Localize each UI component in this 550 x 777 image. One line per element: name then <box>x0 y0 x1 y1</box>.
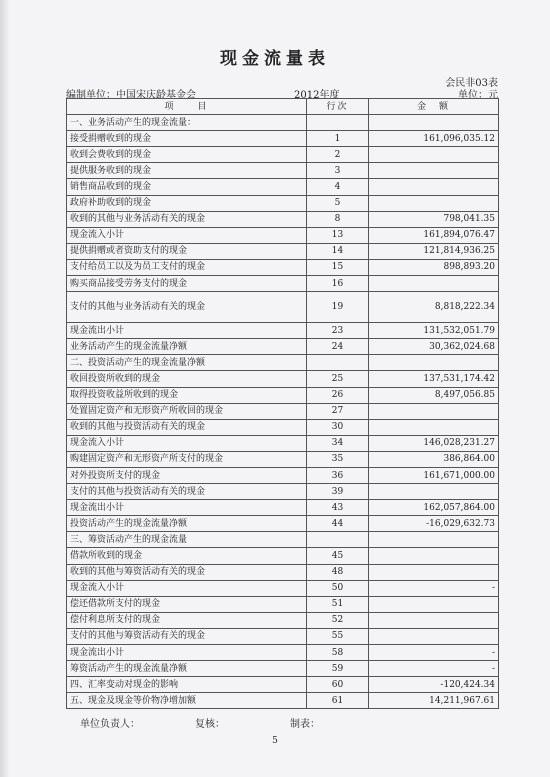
row-item-label: 支付的其他与业务活动有关的现金 <box>67 292 307 323</box>
row-line-number <box>307 115 369 131</box>
table-row <box>67 163 499 179</box>
row-item-label: 提供捐赠或者资助支付的现金 <box>67 243 307 259</box>
row-item-label: 借款所收到的现金 <box>67 548 307 564</box>
table-row <box>67 451 499 467</box>
table-row <box>67 403 499 419</box>
form-code: 会民非03表 <box>445 78 498 89</box>
row-line-number <box>307 532 369 548</box>
row-line-number: 36 <box>307 467 369 483</box>
row-amount <box>369 564 499 580</box>
table-row <box>67 467 499 483</box>
row-amount: -16,029,632.73 <box>369 516 499 532</box>
row-line-number: 45 <box>307 548 369 564</box>
table-row <box>67 371 499 387</box>
row-line-number: 25 <box>307 371 369 387</box>
row-line-number: 26 <box>307 387 369 403</box>
row-amount: 137,531,174.42 <box>369 371 499 387</box>
table-row <box>67 628 499 644</box>
row-amount: - <box>369 580 499 596</box>
row-item-label: 四、汇率变动对现金的影响 <box>67 677 307 693</box>
row-item-label: 投资活动产生的现金流量净额 <box>67 516 307 532</box>
row-amount: 386,864.00 <box>369 451 499 467</box>
row-line-number: 43 <box>307 500 369 516</box>
row-amount: 8,818,222.34 <box>369 292 499 323</box>
row-amount: 161,096,035.12 <box>369 131 499 147</box>
row-amount <box>369 612 499 628</box>
row-amount <box>369 596 499 612</box>
row-line-number: 3 <box>307 163 369 179</box>
row-amount <box>369 195 499 211</box>
row-item-label: 收到的其他与筹资活动有关的现金 <box>67 564 307 580</box>
table-row <box>67 500 499 516</box>
row-line-number: 44 <box>307 516 369 532</box>
row-item-label: 支付给员工以及为员工支付的现金 <box>67 259 307 275</box>
row-amount <box>369 484 499 500</box>
row-item-label: 对外投资所支付的现金 <box>67 467 307 483</box>
currency-unit: 单位：元 <box>458 90 498 101</box>
row-amount: 131,532,051.79 <box>369 323 499 339</box>
row-item-label: 二、投资活动产生的现金流量净额 <box>67 355 307 371</box>
row-amount <box>369 419 499 435</box>
column-header-item: 项 目 <box>67 99 307 115</box>
row-item-label: 购买商品接受劳务支付的现金 <box>67 276 307 292</box>
table-row <box>67 243 499 259</box>
table-row <box>67 276 499 292</box>
table-row <box>67 259 499 275</box>
row-line-number: 30 <box>307 419 369 435</box>
report-meta <box>66 86 498 101</box>
row-line-number: 24 <box>307 339 369 355</box>
row-line-number: 16 <box>307 276 369 292</box>
row-item-label: 支付的其他与投资活动有关的现金 <box>67 484 307 500</box>
row-line-number: 55 <box>307 628 369 644</box>
row-line-number: 2 <box>307 147 369 163</box>
row-amount <box>369 548 499 564</box>
table-row <box>67 115 499 131</box>
table-row <box>67 131 499 147</box>
row-amount: 161,894,076.47 <box>369 227 499 243</box>
row-item-label: 收到的其他与投资活动有关的现金 <box>67 419 307 435</box>
reviewer-label: 复核： <box>195 719 225 730</box>
row-line-number: 61 <box>307 693 369 709</box>
row-amount <box>369 532 499 548</box>
table-row <box>67 661 499 677</box>
row-amount: 121,814,936.25 <box>369 243 499 259</box>
row-amount <box>369 403 499 419</box>
row-amount: 146,028,231.27 <box>369 435 499 451</box>
table-row <box>67 435 499 451</box>
table-row <box>67 387 499 403</box>
row-amount <box>369 276 499 292</box>
cash-flow-table <box>66 98 499 709</box>
row-amount <box>369 179 499 195</box>
row-line-number: 1 <box>307 131 369 147</box>
row-item-label: 现金流出小计 <box>67 500 307 516</box>
report-year: 2012年度 <box>294 90 340 101</box>
row-line-number <box>307 355 369 371</box>
table-row <box>67 323 499 339</box>
row-line-number: 51 <box>307 596 369 612</box>
row-amount: -120,424.34 <box>369 677 499 693</box>
row-item-label: 处置固定资产和无形资产所收回的现金 <box>67 403 307 419</box>
table-row <box>67 516 499 532</box>
row-amount <box>369 163 499 179</box>
row-amount: 30,362,024.68 <box>369 339 499 355</box>
table-row <box>67 195 499 211</box>
table-row <box>67 179 499 195</box>
table-row <box>67 548 499 564</box>
row-item-label: 业务活动产生的现金流量净额 <box>67 339 307 355</box>
table-row <box>67 147 499 163</box>
row-amount: 798,041.35 <box>369 211 499 227</box>
table-row <box>67 211 499 227</box>
table-row <box>67 677 499 693</box>
table-row <box>67 596 499 612</box>
row-line-number: 48 <box>307 564 369 580</box>
row-item-label: 现金流出小计 <box>67 323 307 339</box>
row-item-label: 取得投资收益所收到的现金 <box>67 387 307 403</box>
row-item-label: 偿付利息所支付的现金 <box>67 612 307 628</box>
table-row <box>67 580 499 596</box>
row-item-label: 收到的其他与业务活动有关的现金 <box>67 211 307 227</box>
row-line-number: 13 <box>307 227 369 243</box>
row-item-label: 一、业务活动产生的现金流量： <box>67 115 307 131</box>
row-amount <box>369 147 499 163</box>
page-edge-shadow <box>0 0 10 777</box>
row-item-label: 现金流入小计 <box>67 580 307 596</box>
row-amount: - <box>369 661 499 677</box>
row-line-number: 50 <box>307 580 369 596</box>
row-amount: 14,211,967.61 <box>369 693 499 709</box>
row-item-label: 收回投资所收到的现金 <box>67 371 307 387</box>
row-line-number: 60 <box>307 677 369 693</box>
table-row <box>67 227 499 243</box>
row-item-label: 偿还借款所支付的现金 <box>67 596 307 612</box>
row-line-number: 39 <box>307 484 369 500</box>
row-item-label: 三、筹资活动产生的现金流量 <box>67 532 307 548</box>
row-item-label: 现金流入小计 <box>67 435 307 451</box>
preparer-label: 制表： <box>290 719 320 730</box>
row-item-label: 政府补助收到的现金 <box>67 195 307 211</box>
row-line-number: 35 <box>307 451 369 467</box>
row-line-number: 5 <box>307 195 369 211</box>
table-row <box>67 532 499 548</box>
row-item-label: 购建固定资产和无形资产所支付的现金 <box>67 451 307 467</box>
table-row <box>67 484 499 500</box>
row-line-number: 15 <box>307 259 369 275</box>
row-line-number: 34 <box>307 435 369 451</box>
table-row <box>67 693 499 709</box>
row-line-number: 58 <box>307 645 369 661</box>
row-item-label: 支付的其他与筹资活动有关的现金 <box>67 628 307 644</box>
page-number: 5 <box>272 736 278 746</box>
row-line-number: 52 <box>307 612 369 628</box>
unit-head-label: 单位负责人： <box>80 719 140 730</box>
row-item-label: 现金流出小计 <box>67 645 307 661</box>
row-item-label: 筹资活动产生的现金流量净额 <box>67 661 307 677</box>
row-amount <box>369 355 499 371</box>
row-item-label: 销售商品收到的现金 <box>67 179 307 195</box>
table-row <box>67 355 499 371</box>
row-amount: 898,893.20 <box>369 259 499 275</box>
row-line-number: 23 <box>307 323 369 339</box>
page-title: 现金流量表 <box>220 49 330 69</box>
table-header-row <box>67 99 499 115</box>
table-row <box>67 612 499 628</box>
column-header-amount: 金 额 <box>369 99 499 115</box>
table-row <box>67 292 499 323</box>
row-line-number: 4 <box>307 179 369 195</box>
row-line-number: 27 <box>307 403 369 419</box>
row-amount: - <box>369 645 499 661</box>
table-row <box>67 419 499 435</box>
row-amount: 161,671,000.00 <box>369 467 499 483</box>
row-line-number: 14 <box>307 243 369 259</box>
row-item-label: 提供服务收到的现金 <box>67 163 307 179</box>
row-line-number: 59 <box>307 661 369 677</box>
table-row <box>67 645 499 661</box>
row-amount <box>369 115 499 131</box>
row-item-label: 五、现金及现金等价物净增加额 <box>67 693 307 709</box>
preparing-organization: 编制单位：中国宋庆龄基金会 <box>66 90 196 101</box>
table-row <box>67 564 499 580</box>
column-header-row-no: 行次 <box>307 99 369 115</box>
row-line-number: 19 <box>307 292 369 323</box>
row-amount: 8,497,056.85 <box>369 387 499 403</box>
row-amount <box>369 628 499 644</box>
row-item-label: 收到会费收到的现金 <box>67 147 307 163</box>
row-item-label: 现金流入小计 <box>67 227 307 243</box>
table-row <box>67 339 499 355</box>
row-amount: 162,057,864.00 <box>369 500 499 516</box>
row-line-number: 8 <box>307 211 369 227</box>
row-item-label: 接受捐赠收到的现金 <box>67 131 307 147</box>
